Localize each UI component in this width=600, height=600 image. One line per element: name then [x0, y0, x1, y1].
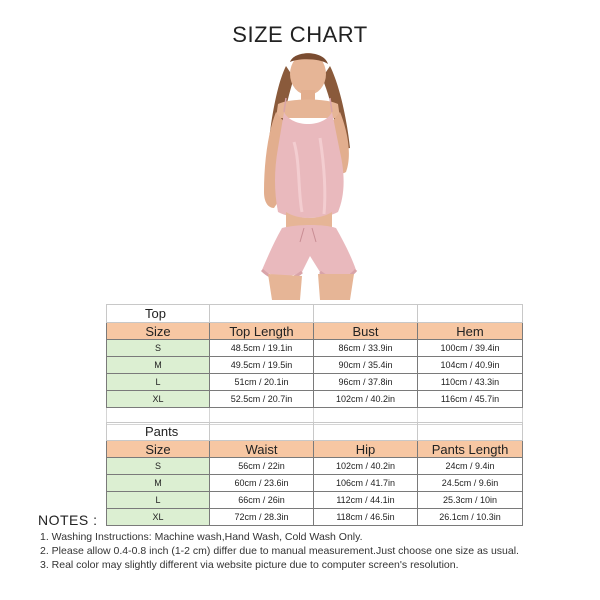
notes-title: NOTES :	[38, 512, 98, 528]
value-cell: 51cm / 20.1in	[210, 374, 314, 391]
value-cell: 96cm / 37.8in	[314, 374, 418, 391]
header-cell: Top Length	[210, 323, 314, 340]
top-section-label: Top	[107, 305, 210, 323]
header-cell: Size	[107, 441, 210, 458]
note-item: 1. Washing Instructions: Machine wash,Hand Wash, Cold Wash Only.	[40, 531, 363, 543]
value-cell: 102cm / 40.2in	[314, 391, 418, 408]
table-row	[107, 458, 523, 475]
value-cell: 66cm / 26in	[210, 492, 314, 509]
shorts-shape	[262, 225, 356, 276]
value-cell: 104cm / 40.9in	[418, 357, 523, 374]
value-cell: 90cm / 35.4in	[314, 357, 418, 374]
value-cell: 102cm / 40.2in	[314, 458, 418, 475]
top-header-row	[107, 323, 523, 340]
table-row	[107, 357, 523, 374]
value-cell: 112cm / 44.1in	[314, 492, 418, 509]
value-cell: 48.5cm / 19.1in	[210, 340, 314, 357]
size-cell: M	[107, 357, 210, 374]
header-cell: Size	[107, 323, 210, 340]
table-row	[107, 475, 523, 492]
value-cell: 100cm / 39.4in	[418, 340, 523, 357]
value-cell: 60cm / 23.6in	[210, 475, 314, 492]
value-cell: 24cm / 9.4in	[418, 458, 523, 475]
value-cell: 110cm / 43.3in	[418, 374, 523, 391]
value-cell: 116cm / 45.7in	[418, 391, 523, 408]
value-cell: 86cm / 33.9in	[314, 340, 418, 357]
top-section-row	[107, 305, 523, 323]
value-cell: 72cm / 28.3in	[210, 509, 314, 526]
size-cell: XL	[107, 391, 210, 408]
model-photo	[228, 52, 388, 300]
size-cell: S	[107, 340, 210, 357]
value-cell: 56cm / 22in	[210, 458, 314, 475]
legs-shape	[268, 274, 354, 300]
size-cell: M	[107, 475, 210, 492]
note-item: 2. Please allow 0.4-0.8 inch (1-2 cm) differ due to manual measurement.Just choose one size as usual.	[40, 545, 519, 557]
header-cell: Bust	[314, 323, 418, 340]
pants-section-label: Pants	[107, 423, 210, 441]
value-cell: 106cm / 41.7in	[314, 475, 418, 492]
header-cell: Hip	[314, 441, 418, 458]
value-cell: 118cm / 46.5in	[314, 509, 418, 526]
notes-list	[40, 530, 519, 572]
table-row	[107, 509, 523, 526]
table-row	[107, 391, 523, 408]
camisole-shape	[275, 112, 344, 218]
page-title: SIZE CHART	[232, 22, 368, 47]
header-cell: Hem	[418, 323, 523, 340]
note-item: 3. Real color may slightly different via website picture due to computer screen's resolution.	[40, 559, 459, 571]
value-cell: 52.5cm / 20.7in	[210, 391, 314, 408]
table-row	[107, 340, 523, 357]
pants-section-row	[107, 423, 523, 441]
value-cell: 49.5cm / 19.5in	[210, 357, 314, 374]
pants-header-row	[107, 441, 523, 458]
top-size-table	[106, 304, 523, 425]
pants-size-table	[106, 422, 523, 526]
value-cell: 26.1cm / 10.3in	[418, 509, 523, 526]
table-row	[107, 492, 523, 509]
value-cell: 24.5cm / 9.6in	[418, 475, 523, 492]
header-cell: Waist	[210, 441, 314, 458]
header-cell: Pants Length	[418, 441, 523, 458]
table-row	[107, 374, 523, 391]
size-cell: XL	[107, 509, 210, 526]
size-cell: L	[107, 492, 210, 509]
size-cell: L	[107, 374, 210, 391]
value-cell: 25.3cm / 10in	[418, 492, 523, 509]
size-cell: S	[107, 458, 210, 475]
